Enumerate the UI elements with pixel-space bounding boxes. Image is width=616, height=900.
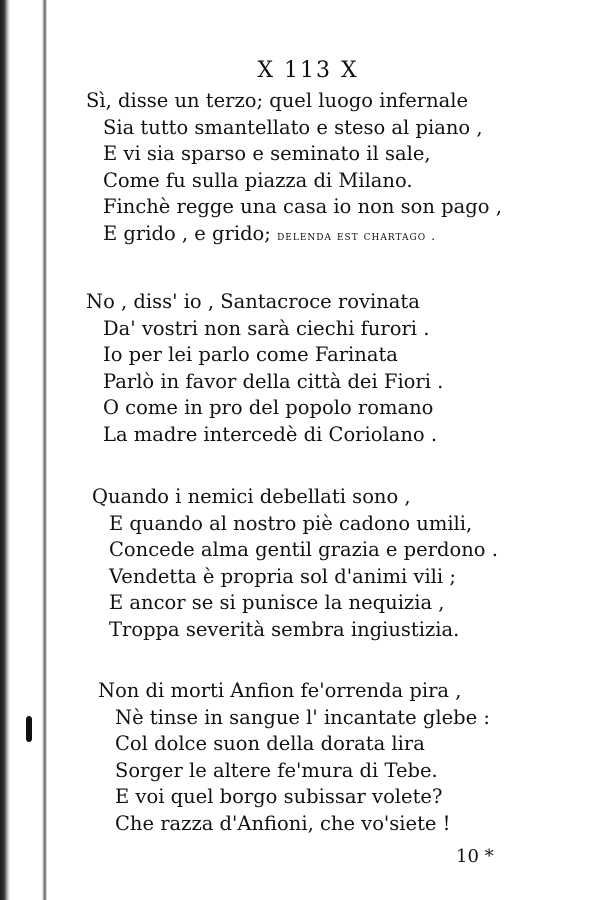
verse-text: E ancor se si punisce la nequizia , bbox=[109, 591, 445, 615]
verse-line bbox=[98, 731, 490, 758]
stanza bbox=[92, 484, 498, 644]
verse-text: E vi sia sparso e seminato il sale, bbox=[103, 142, 431, 166]
verse-text: Col dolce suon della dorata lira bbox=[115, 732, 425, 756]
verse-text: Troppa severità sembra ingiustizia. bbox=[109, 617, 460, 641]
verse-text: O come in pro del popolo romano bbox=[103, 396, 434, 420]
verse-line bbox=[86, 422, 443, 449]
verse-line bbox=[98, 758, 490, 785]
verse-text: E voi quel borgo subissar volete? bbox=[115, 785, 443, 809]
verse-line bbox=[92, 590, 498, 617]
verse-text: Io per lei parlo come Farinata bbox=[103, 343, 398, 367]
verse-text: Che razza d'Anfioni, che vo'siete ! bbox=[115, 811, 451, 835]
stanza bbox=[86, 88, 502, 250]
verse-text: Vendetta è propria sol d'animi vili ; bbox=[109, 564, 456, 588]
page-number-header: X 113 X bbox=[257, 58, 359, 83]
verse-line bbox=[86, 168, 502, 195]
page-binding-edge bbox=[0, 0, 10, 900]
verse-line bbox=[86, 289, 443, 316]
verse-line bbox=[92, 617, 498, 644]
verse-text: Quando i nemici debellati sono , bbox=[92, 485, 411, 508]
verse-line bbox=[86, 369, 443, 396]
verse-text: Non di morti Anfion fe'orrenda pira , bbox=[98, 679, 462, 702]
verse-text: La madre intercedè di Coriolano . bbox=[103, 422, 438, 446]
verse-line bbox=[86, 395, 443, 422]
verse-line bbox=[86, 342, 443, 369]
verse-text: Parlò in favor della città dei Fiori . bbox=[103, 369, 444, 393]
verse-line bbox=[92, 537, 498, 564]
verse-line bbox=[98, 678, 490, 705]
verse-text: No , diss' io , Santacroce rovinata bbox=[86, 290, 420, 313]
verse-line bbox=[98, 811, 490, 838]
signature-mark: 10 * bbox=[456, 846, 494, 867]
verse-line bbox=[92, 511, 498, 538]
verse-line bbox=[86, 221, 502, 250]
verse-line bbox=[98, 705, 490, 732]
verse-text: E grido , e grido; bbox=[103, 221, 278, 245]
verse-text: Sì, disse un terzo; quel luogo infernale bbox=[86, 89, 469, 112]
verse-line bbox=[98, 784, 490, 811]
verse-line bbox=[86, 115, 502, 142]
verse-line bbox=[86, 141, 502, 168]
verse-text: Finchè regge una casa io non son pago , bbox=[103, 195, 502, 219]
verse-line bbox=[86, 194, 502, 221]
verse-text: Concede alma gentil grazia e perdono . bbox=[109, 538, 498, 562]
stanza bbox=[98, 678, 490, 838]
binding-notch bbox=[26, 716, 32, 742]
verse-text: E quando al nostro piè cadono umili, bbox=[109, 511, 473, 535]
verse-line bbox=[92, 484, 498, 511]
verse-line bbox=[92, 564, 498, 591]
stanza bbox=[86, 289, 443, 449]
verse-text: Da' vostri non sarà ciechi furori . bbox=[103, 316, 430, 340]
verse-line bbox=[86, 316, 443, 343]
verse-line bbox=[86, 88, 502, 115]
verse-text: Sia tutto smantellato e steso al piano , bbox=[103, 115, 483, 139]
verse-text: Sorger le altere fe'mura di Tebe. bbox=[115, 758, 438, 782]
page-fold-shadow bbox=[42, 0, 47, 900]
verse-text: Come fu sulla piazza di Milano. bbox=[103, 168, 413, 192]
verse-text: Nè tinse in sangue l' incantate glebe : bbox=[115, 705, 490, 729]
verse-smallcaps-text: delenda est chartago . bbox=[277, 227, 437, 243]
